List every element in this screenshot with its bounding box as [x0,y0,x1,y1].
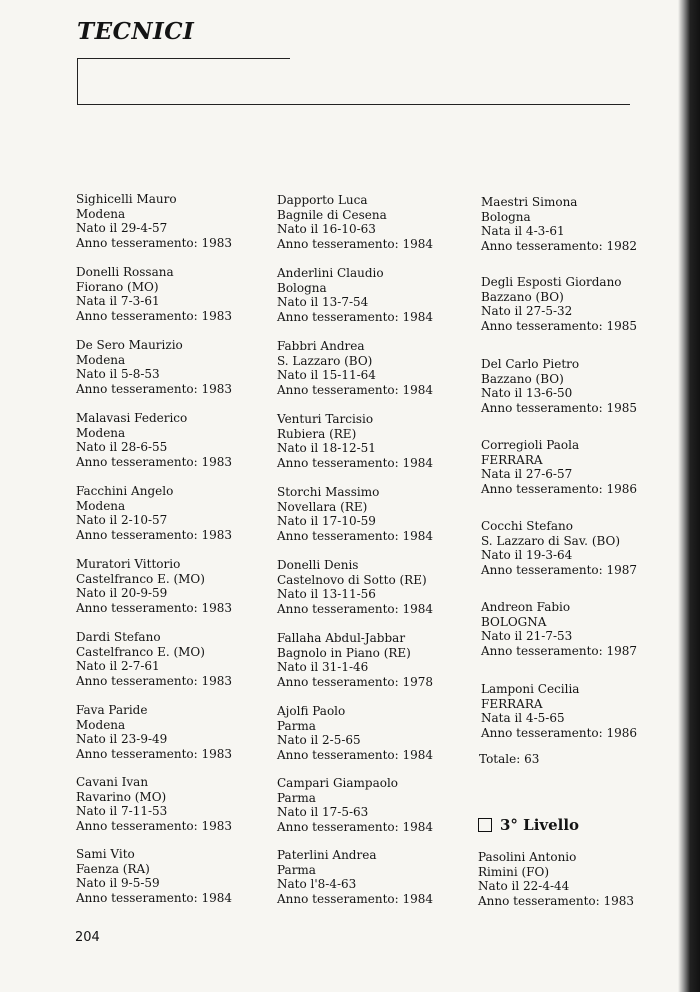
person-birth: Nata il 7-3-61 [76,294,160,309]
person-registration-year: Anno tesseramento: 1983 [76,600,233,615]
person-registration-year: Anno tesseramento: 1986 [481,481,638,496]
person-location: BOLOGNA [481,614,547,629]
list-item [481,600,671,658]
person-name: Lamponi Cecilia [481,682,580,696]
list-item [277,412,467,470]
person-location: Fiorano (MO) [76,279,159,294]
list-item [277,631,467,689]
person-location: Parma [277,790,316,805]
person-name: Campari Giampaolo [277,776,399,790]
person-location: FERRARA [481,696,543,711]
person-name: Donelli Rossana [76,265,174,279]
person-birth: Nato il 5-8-53 [76,367,160,382]
person-registration-year: Anno tesseramento: 1983 [76,454,233,469]
list-item [478,850,668,908]
header-rule [77,104,630,105]
person-registration-year: Anno tesseramento: 1978 [277,674,434,689]
list-item [277,266,467,324]
person-registration-year: Anno tesseramento: 1984 [277,309,434,324]
person-birth: Nato il 7-11-53 [76,804,168,819]
person-name: Degli Esposti Giordano [481,275,622,289]
person-name: Del Carlo Pietro [481,357,580,371]
person-name: Muratori Vittorio [76,557,181,571]
person-birth: Nato il 27-5-32 [481,304,573,319]
list-item [76,192,266,250]
person-birth: Nato l'8-4-63 [277,877,357,892]
person-birth: Nato il 31-1-46 [277,660,369,675]
person-registration-year: Anno tesseramento: 1984 [277,601,434,616]
person-name: Dapporto Luca [277,193,368,207]
page-title: TECNICI [77,18,195,45]
person-location: Parma [277,862,316,877]
person-birth: Nato il 17-5-63 [277,805,369,820]
person-birth: Nato il 2-10-57 [76,513,168,528]
list-item [76,265,266,323]
person-name: Fabbri Andrea [277,339,365,353]
person-registration-year: Anno tesseramento: 1985 [481,318,638,333]
person-registration-year: Anno tesseramento: 1984 [277,891,434,906]
person-location: Novellara (RE) [277,499,368,514]
person-name: Dardi Stefano [76,630,161,644]
person-location: Modena [76,425,126,440]
person-birth: Nato il 9-5-59 [76,876,160,891]
person-location: Bologna [277,280,327,295]
person-location: S. Lazzaro (BO) [277,353,373,368]
person-name: Storchi Massimo [277,485,380,499]
person-location: Castelnovo di Sotto (RE) [277,572,427,587]
person-birth: Nato il 2-5-65 [277,733,361,748]
person-registration-year: Anno tesseramento: 1984 [277,747,434,762]
person-name: Sighicelli Mauro [76,192,177,206]
person-name: Anderlini Claudio [277,266,384,280]
person-location: Faenza (RA) [76,861,150,876]
person-birth: Nato il 28-6-55 [76,440,168,455]
person-registration-year: Anno tesseramento: 1983 [76,673,233,688]
list-item [76,411,266,469]
person-birth: Nata il 27-6-57 [481,467,573,482]
person-registration-year: Anno tesseramento: 1984 [277,382,434,397]
person-birth: Nato il 22-4-44 [478,879,570,894]
total-count: Totale: 63 [479,752,540,766]
list-item [277,848,467,906]
list-item [76,557,266,615]
person-name: De Sero Maurizio [76,338,183,352]
person-registration-year: Anno tesseramento: 1983 [76,381,233,396]
person-location: Rubiera (RE) [277,426,357,441]
person-name: Maestri Simona [481,195,578,209]
list-item [76,338,266,396]
person-location: Castelfranco E. (MO) [76,644,205,659]
person-location: Bologna [481,209,531,224]
list-item [481,519,671,577]
list-item [277,776,467,834]
person-birth: Nato il 13-7-54 [277,295,369,310]
person-registration-year: Anno tesseramento: 1984 [277,528,434,543]
person-location: Bazzano (BO) [481,289,564,304]
list-item [277,485,467,543]
person-birth: Nato il 2-7-61 [76,659,160,674]
person-location: Modena [76,717,126,732]
person-location: Ravarino (MO) [76,789,167,804]
person-birth: Nato il 15-11-64 [277,368,376,383]
person-location: FERRARA [481,452,543,467]
person-location: Modena [76,498,126,513]
person-registration-year: Anno tesseramento: 1984 [76,890,233,905]
person-birth: Nata il 4-3-61 [481,224,565,239]
person-name: Cavani Ivan [76,775,149,789]
person-name: Cocchi Stefano [481,519,573,533]
person-name: Fallaha Abdul-Jabbar [277,631,406,645]
title-frame [77,58,290,105]
section-heading [478,816,579,834]
list-item [76,847,266,905]
person-name: Paterlini Andrea [277,848,377,862]
list-item [481,195,671,253]
list-item [76,775,266,833]
person-registration-year: Anno tesseramento: 1987 [481,643,638,658]
list-item [76,703,266,761]
person-location: Modena [76,352,126,367]
person-registration-year: Anno tesseramento: 1986 [481,725,638,740]
list-item [76,484,266,542]
person-location: Parma [277,718,316,733]
list-item [481,682,671,740]
person-birth: Nato il 29-4-57 [76,221,168,236]
person-registration-year: Anno tesseramento: 1983 [76,308,233,323]
list-item [481,357,671,415]
person-birth: Nato il 17-10-59 [277,514,376,529]
checkbox-square-icon [478,818,492,832]
person-name: Ajolfi Paolo [277,704,346,718]
person-name: Venturi Tarcisio [277,412,374,426]
person-registration-year: Anno tesseramento: 1984 [277,236,434,251]
person-registration-year: Anno tesseramento: 1983 [76,527,233,542]
person-registration-year: Anno tesseramento: 1985 [481,400,638,415]
person-location: Rimini (FO) [478,864,549,879]
list-item [76,630,266,688]
person-registration-year: Anno tesseramento: 1982 [481,238,638,253]
person-registration-year: Anno tesseramento: 1983 [76,235,233,250]
person-registration-year: Anno tesseramento: 1987 [481,562,638,577]
person-birth: Nato il 13-11-56 [277,587,376,602]
person-name: Fava Paride [76,703,148,717]
list-item [481,438,671,496]
person-location: Bagnolo in Piano (RE) [277,645,411,660]
person-registration-year: Anno tesseramento: 1984 [277,819,434,834]
person-location: Modena [76,206,126,221]
person-registration-year: Anno tesseramento: 1983 [478,893,635,908]
person-birth: Nato il 16-10-63 [277,222,376,237]
book-spine-shadow [678,0,700,992]
person-birth: Nato il 13-6-50 [481,386,573,401]
person-birth: Nato il 19-3-64 [481,548,573,563]
list-item [277,558,467,616]
list-item [277,193,467,251]
section-heading-label: 3° Livello [500,816,580,834]
person-name: Corregioli Paola [481,438,580,452]
person-birth: Nata il 4-5-65 [481,711,565,726]
person-location: S. Lazzaro di Sav. (BO) [481,533,621,548]
person-name: Facchini Angelo [76,484,174,498]
list-item [277,339,467,397]
person-birth: Nato il 20-9-59 [76,586,168,601]
person-name: Andreon Fabio [481,600,571,614]
person-location: Castelfranco E. (MO) [76,571,205,586]
person-location: Bagnile di Cesena [277,207,387,222]
person-registration-year: Anno tesseramento: 1984 [277,455,434,470]
person-name: Donelli Denis [277,558,359,572]
person-location: Bazzano (BO) [481,371,564,386]
person-name: Sami Vito [76,847,135,861]
person-registration-year: Anno tesseramento: 1983 [76,746,233,761]
page-number: 204 [75,930,100,945]
person-birth: Nato il 23-9-49 [76,732,168,747]
person-birth: Nato il 21-7-53 [481,629,573,644]
person-registration-year: Anno tesseramento: 1983 [76,818,233,833]
person-name: Pasolini Antonio [478,850,577,864]
list-item [277,704,467,762]
person-birth: Nato il 18-12-51 [277,441,376,456]
person-name: Malavasi Federico [76,411,188,425]
list-item [481,275,671,333]
